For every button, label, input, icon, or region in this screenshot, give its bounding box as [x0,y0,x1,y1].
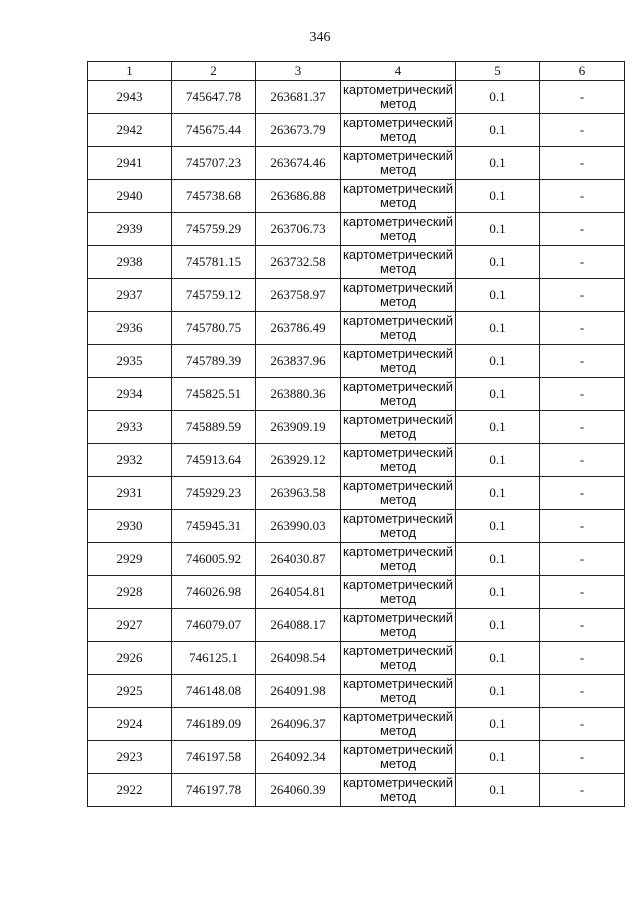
x-coordinate-cell: 745780.75 [172,312,256,345]
note-cell: - [540,279,625,312]
accuracy-cell: 0.1 [456,345,540,378]
note-cell: - [540,609,625,642]
y-coordinate-cell: 263732.58 [256,246,341,279]
x-coordinate-cell: 746197.78 [172,774,256,807]
table-row [88,675,625,708]
accuracy-cell: 0.1 [456,147,540,180]
method-cell: картометрический метод [341,147,456,180]
method-cell: картометрический метод [341,477,456,510]
method-cell: картометрический метод [341,642,456,675]
y-coordinate-cell: 264030.87 [256,543,341,576]
note-cell: - [540,774,625,807]
y-coordinate-cell: 263681.37 [256,81,341,114]
note-cell: - [540,213,625,246]
y-coordinate-cell: 264088.17 [256,609,341,642]
x-coordinate-cell: 746189.09 [172,708,256,741]
accuracy-cell: 0.1 [456,312,540,345]
x-coordinate-cell: 745929.23 [172,477,256,510]
accuracy-cell: 0.1 [456,213,540,246]
accuracy-cell: 0.1 [456,114,540,147]
y-coordinate-cell: 264092.34 [256,741,341,774]
table-body [88,81,625,807]
y-coordinate-cell: 263674.46 [256,147,341,180]
table-row [88,114,625,147]
accuracy-cell: 0.1 [456,378,540,411]
point-number-cell: 2942 [88,114,172,147]
point-number-cell: 2924 [88,708,172,741]
table-row [88,147,625,180]
method-cell: картометрический метод [341,741,456,774]
note-cell: - [540,147,625,180]
x-coordinate-cell: 746125.1 [172,642,256,675]
note-cell: - [540,708,625,741]
column-header: 2 [172,62,256,81]
method-cell: картометрический метод [341,444,456,477]
x-coordinate-cell: 745825.51 [172,378,256,411]
accuracy-cell: 0.1 [456,477,540,510]
point-number-cell: 2923 [88,741,172,774]
y-coordinate-cell: 263706.73 [256,213,341,246]
accuracy-cell: 0.1 [456,642,540,675]
note-cell: - [540,444,625,477]
table-row [88,81,625,114]
point-number-cell: 2937 [88,279,172,312]
column-header: 6 [540,62,625,81]
y-coordinate-cell: 264060.39 [256,774,341,807]
table-row [88,708,625,741]
y-coordinate-cell: 263909.19 [256,411,341,444]
method-cell: картометрический метод [341,411,456,444]
x-coordinate-cell: 746026.98 [172,576,256,609]
accuracy-cell: 0.1 [456,576,540,609]
x-coordinate-cell: 745889.59 [172,411,256,444]
note-cell: - [540,642,625,675]
x-coordinate-cell: 746197.58 [172,741,256,774]
method-cell: картометрический метод [341,774,456,807]
point-number-cell: 2935 [88,345,172,378]
x-coordinate-cell: 746148.08 [172,675,256,708]
method-cell: картометрический метод [341,246,456,279]
note-cell: - [540,81,625,114]
accuracy-cell: 0.1 [456,543,540,576]
column-header: 1 [88,62,172,81]
table-row [88,576,625,609]
note-cell: - [540,114,625,147]
method-cell: картометрический метод [341,213,456,246]
table-row [88,774,625,807]
point-number-cell: 2932 [88,444,172,477]
table-row [88,213,625,246]
point-number-cell: 2941 [88,147,172,180]
accuracy-cell: 0.1 [456,741,540,774]
accuracy-cell: 0.1 [456,675,540,708]
note-cell: - [540,510,625,543]
table-header-row [88,62,625,81]
accuracy-cell: 0.1 [456,246,540,279]
point-number-cell: 2922 [88,774,172,807]
method-cell: картометрический метод [341,609,456,642]
accuracy-cell: 0.1 [456,708,540,741]
accuracy-cell: 0.1 [456,609,540,642]
accuracy-cell: 0.1 [456,444,540,477]
x-coordinate-cell: 746005.92 [172,543,256,576]
y-coordinate-cell: 264098.54 [256,642,341,675]
table-row [88,741,625,774]
note-cell: - [540,543,625,576]
y-coordinate-cell: 264091.98 [256,675,341,708]
note-cell: - [540,741,625,774]
column-header: 5 [456,62,540,81]
method-cell: картометрический метод [341,345,456,378]
y-coordinate-cell: 263963.58 [256,477,341,510]
note-cell: - [540,477,625,510]
table-row [88,312,625,345]
y-coordinate-cell: 264054.81 [256,576,341,609]
point-number-cell: 2926 [88,642,172,675]
table-row [88,411,625,444]
column-header: 3 [256,62,341,81]
note-cell: - [540,312,625,345]
y-coordinate-cell: 263880.36 [256,378,341,411]
point-number-cell: 2940 [88,180,172,213]
y-coordinate-cell: 263673.79 [256,114,341,147]
point-number-cell: 2938 [88,246,172,279]
point-number-cell: 2939 [88,213,172,246]
y-coordinate-cell: 263929.12 [256,444,341,477]
method-cell: картометрический метод [341,378,456,411]
method-cell: картометрический метод [341,81,456,114]
method-cell: картометрический метод [341,114,456,147]
note-cell: - [540,246,625,279]
x-coordinate-cell: 746079.07 [172,609,256,642]
point-number-cell: 2928 [88,576,172,609]
column-header: 4 [341,62,456,81]
point-number-cell: 2934 [88,378,172,411]
note-cell: - [540,576,625,609]
point-number-cell: 2925 [88,675,172,708]
method-cell: картометрический метод [341,510,456,543]
point-number-cell: 2943 [88,81,172,114]
accuracy-cell: 0.1 [456,279,540,312]
x-coordinate-cell: 745707.23 [172,147,256,180]
method-cell: картометрический метод [341,708,456,741]
x-coordinate-cell: 745945.31 [172,510,256,543]
x-coordinate-cell: 745913.64 [172,444,256,477]
method-cell: картометрический метод [341,576,456,609]
table-row [88,642,625,675]
table-row [88,180,625,213]
table-row [88,246,625,279]
method-cell: картометрический метод [341,675,456,708]
x-coordinate-cell: 745738.68 [172,180,256,213]
table-row [88,345,625,378]
note-cell: - [540,180,625,213]
table-row [88,510,625,543]
accuracy-cell: 0.1 [456,411,540,444]
note-cell: - [540,378,625,411]
point-number-cell: 2931 [88,477,172,510]
page-number: 346 [309,30,331,45]
point-number-cell: 2930 [88,510,172,543]
point-number-cell: 2936 [88,312,172,345]
accuracy-cell: 0.1 [456,180,540,213]
point-number-cell: 2929 [88,543,172,576]
x-coordinate-cell: 745647.78 [172,81,256,114]
table-row [88,279,625,312]
y-coordinate-cell: 263786.49 [256,312,341,345]
point-number-cell: 2933 [88,411,172,444]
method-cell: картометрический метод [341,543,456,576]
y-coordinate-cell: 263990.03 [256,510,341,543]
y-coordinate-cell: 263686.88 [256,180,341,213]
y-coordinate-cell: 264096.37 [256,708,341,741]
table-row [88,378,625,411]
table-row [88,444,625,477]
method-cell: картометрический метод [341,312,456,345]
note-cell: - [540,345,625,378]
table-row [88,609,625,642]
method-cell: картометрический метод [341,279,456,312]
y-coordinate-cell: 263758.97 [256,279,341,312]
y-coordinate-cell: 263837.96 [256,345,341,378]
x-coordinate-cell: 745781.15 [172,246,256,279]
x-coordinate-cell: 745675.44 [172,114,256,147]
table-row [88,477,625,510]
x-coordinate-cell: 745759.12 [172,279,256,312]
method-cell: картометрический метод [341,180,456,213]
table-row [88,543,625,576]
x-coordinate-cell: 745759.29 [172,213,256,246]
note-cell: - [540,675,625,708]
accuracy-cell: 0.1 [456,774,540,807]
coordinates-table [87,61,625,807]
accuracy-cell: 0.1 [456,81,540,114]
point-number-cell: 2927 [88,609,172,642]
note-cell: - [540,411,625,444]
x-coordinate-cell: 745789.39 [172,345,256,378]
accuracy-cell: 0.1 [456,510,540,543]
